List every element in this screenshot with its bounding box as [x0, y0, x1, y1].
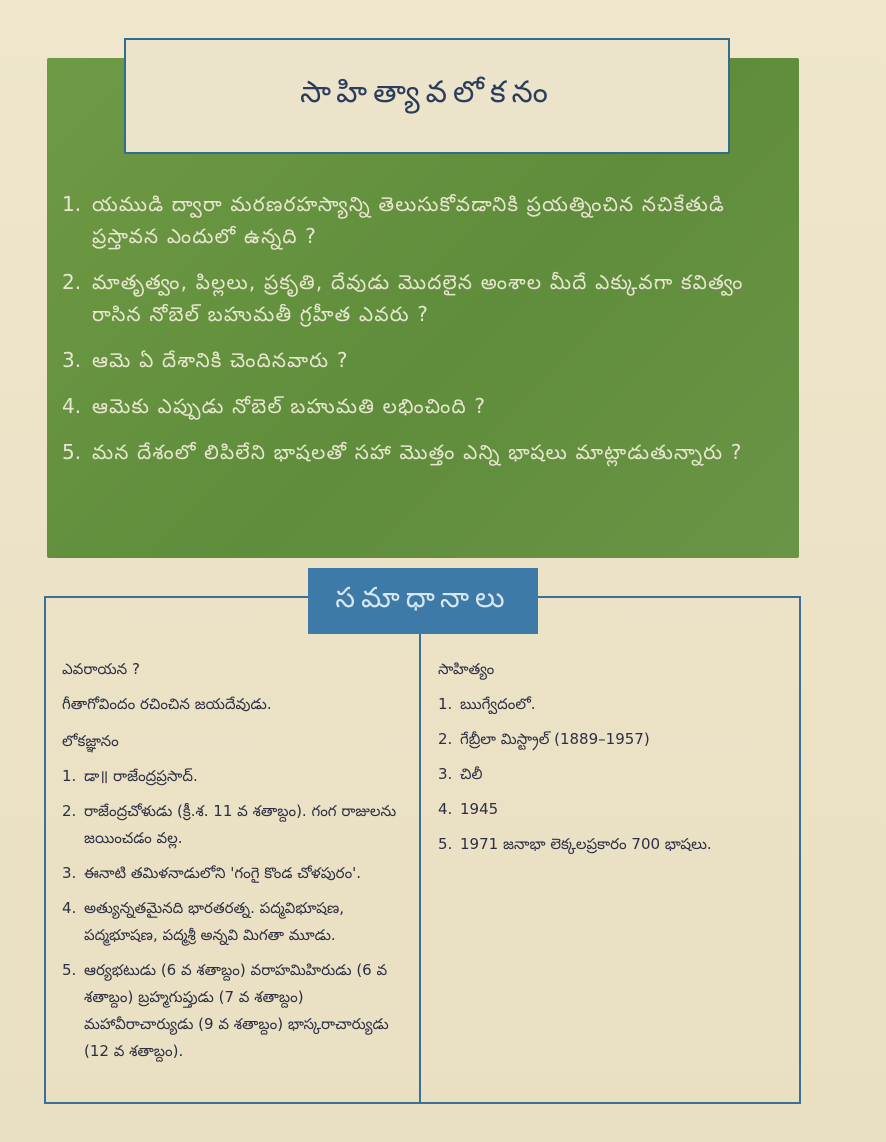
question-text: ఆమె ఏ దేశానికి చెందినవారు ?	[92, 348, 349, 372]
question-text: యముడి ద్వారా మరణరహస్యాన్ని తెలుసుకోవడానికి ప్రయత్నించిన నచికేతుడి ప్రస్తావన ఎందులో ఉన్నది ?	[92, 192, 725, 248]
answer-number: 1.	[62, 767, 77, 785]
title-box	[124, 38, 730, 154]
question-item	[62, 390, 788, 422]
answer-number: 2.	[438, 730, 453, 748]
answer-text: చిలీ	[460, 765, 483, 783]
answer-text: గీతాగోవిందం రచించిన జయదేవుడు.	[62, 695, 272, 713]
question-number: 1.	[62, 192, 82, 216]
column-divider	[419, 634, 421, 1104]
answer-item	[438, 726, 783, 753]
answer-text: ఋగ్వేదంలో.	[460, 695, 536, 713]
section-heading: లోకజ్ఞానం	[62, 732, 119, 750]
section-heading: సాహిత్యం	[438, 660, 495, 678]
answer-item	[438, 831, 783, 858]
answer-item	[62, 895, 407, 949]
question-item	[62, 344, 788, 376]
answer-item	[62, 763, 407, 790]
question-number: 2.	[62, 270, 82, 294]
answer-item	[438, 796, 783, 823]
section-heading: ఎవరాయన ?	[62, 660, 140, 678]
answer-number: 2.	[62, 802, 77, 820]
question-item	[62, 436, 788, 468]
answer-number: 5.	[438, 835, 453, 853]
question-text: మాతృత్వం, పిల్లలు, ప్రకృతి, దేవుడు మొదలైన అంశాల మీదే ఎక్కువగా కవిత్వం రాసిన నోబెల్ బహుమతీ గ్రహీత ఎవరు ?	[92, 270, 744, 326]
answer-item	[62, 860, 407, 887]
answer-item	[62, 798, 407, 852]
answer-text: రాజేంద్రచోళుడు (క్రీ.శ. 11 వ శతాబ్దం). గంగ రాజులను జయించడం వల్ల.	[84, 802, 397, 847]
answer-text: అత్యున్నతమైనది భారతరత్న. పద్మవిభూషణ, పద్మభూషణ, పద్మశ్రీ అన్నవి మిగతా మూడు.	[84, 899, 344, 944]
question-number: 5.	[62, 440, 82, 464]
question-text: ఆమెకు ఎప్పుడు నోబెల్ బహుమతి లభించింది ?	[92, 394, 487, 418]
answer-number: 4.	[438, 800, 453, 818]
question-item	[62, 266, 788, 330]
question-number: 4.	[62, 394, 82, 418]
answer-text: గేబ్రీలా మిస్ట్రాల్ (1889–1957)	[460, 730, 650, 748]
answers-heading: సమాధానాలు	[335, 581, 511, 614]
answer-text: డా॥ రాజేంద్రప్రసాద్.	[84, 767, 198, 785]
question-number: 3.	[62, 348, 82, 372]
question-list	[62, 188, 788, 482]
answer-item	[438, 691, 783, 718]
answer-item	[62, 957, 407, 1065]
question-item	[62, 188, 788, 252]
question-text: మన దేశంలో లిపిలేని భాషలతో సహా మొత్తం ఎన్ని భాషలు మాట్లాడుతున్నారు ?	[92, 440, 743, 464]
answer-text: 1971 జనాభా లెక్కలప్రకారం 700 భాషలు.	[460, 835, 712, 853]
answer-number: 4.	[62, 899, 77, 917]
answer-number: 5.	[62, 961, 77, 979]
page-title: సాహిత్యావలోకనం	[300, 75, 554, 110]
answer-number: 1.	[438, 695, 453, 713]
answer-text: ఈనాటి తమిళనాడులోని 'గంగై కొండ చోళపురం'.	[84, 864, 362, 882]
answers-right-column	[438, 656, 783, 866]
answers-left-column	[62, 656, 407, 1073]
answer-number: 3.	[62, 864, 77, 882]
answers-label-box	[308, 568, 538, 634]
answer-text: 1945	[460, 800, 499, 818]
answer-number: 3.	[438, 765, 453, 783]
answer-text: ఆర్యభటుడు (6 వ శతాబ్దం) వరాహమిహిరుడు (6 వ శతాబ్దం) బ్రహ్మగుప్తుడు (7 వ శతాబ్దం) మహావీరాచార్యుడు (9 వ శతాబ్దం) భాస్కరాచార్యుడు (12 వ శతాబ్దం).	[84, 961, 389, 1060]
answer-item	[438, 761, 783, 788]
